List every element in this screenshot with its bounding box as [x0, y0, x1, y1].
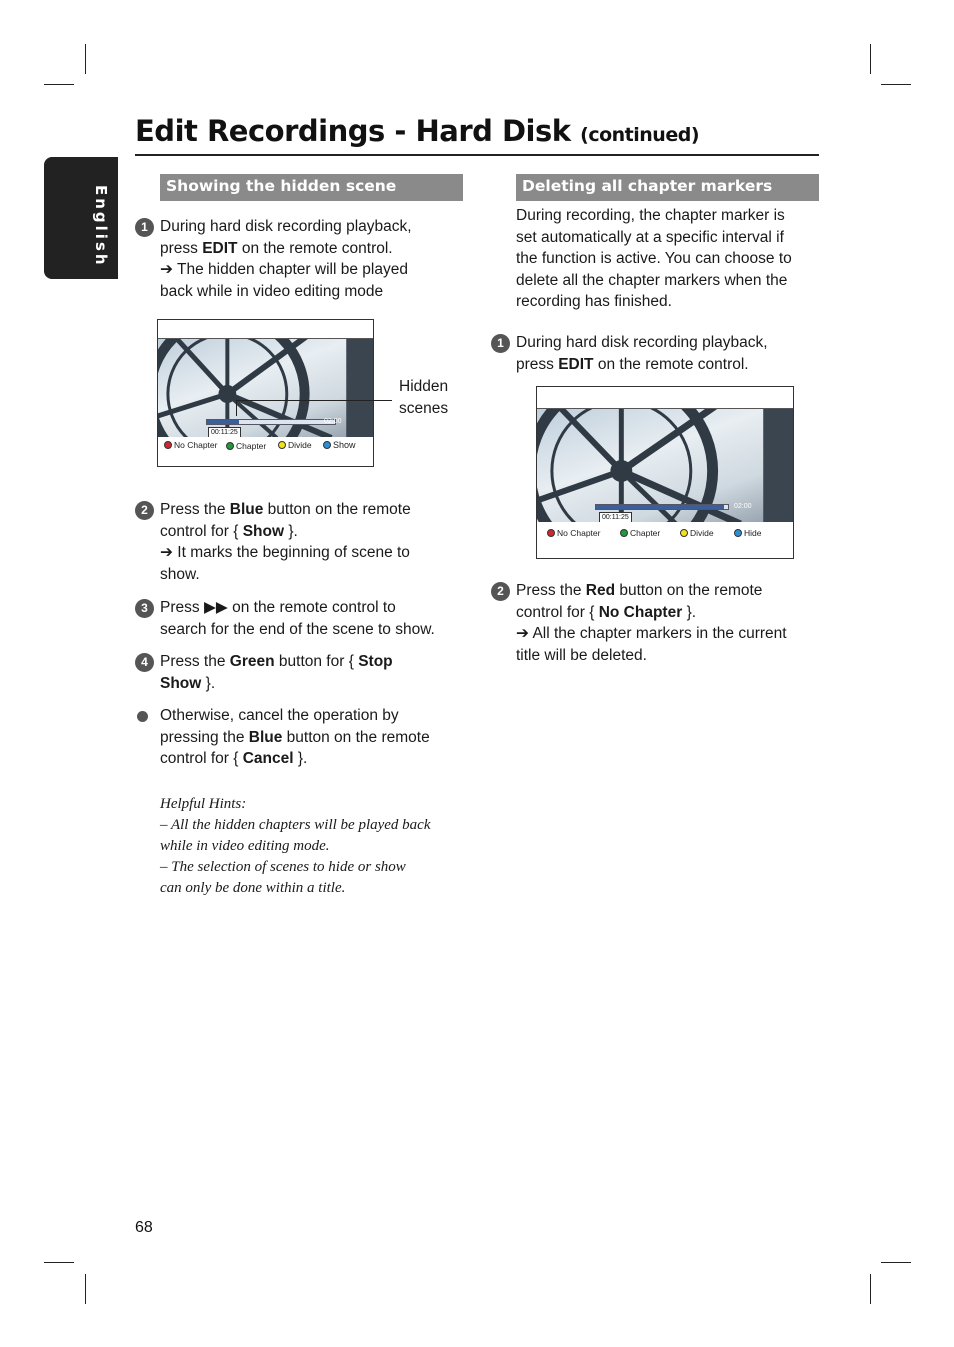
crop-mark	[881, 84, 911, 85]
crop-mark	[85, 44, 86, 74]
left-step1-line1: During hard disk recording playback,	[160, 218, 412, 235]
left-step1-line2: press EDIT on the remote control.	[160, 239, 393, 257]
left-step1-text	[160, 216, 470, 302]
crop-mark	[881, 1262, 911, 1263]
legend-red: No Chapter	[164, 440, 217, 450]
progress-bar	[206, 419, 336, 425]
button-legend	[158, 437, 373, 466]
page-number: 68	[135, 1219, 153, 1236]
bullet-dot	[137, 711, 148, 722]
language-tab	[44, 157, 118, 279]
legend-blue: Show	[323, 440, 356, 450]
callout-line-drop	[236, 400, 237, 416]
hint-2: – The selection of scenes to hide or show	[160, 859, 406, 875]
osd-screenshot-show	[157, 319, 374, 467]
hint-1-cont: while in video editing mode.	[160, 838, 330, 854]
step-number-4: 4	[135, 653, 154, 672]
right-step-number-1: 1	[491, 334, 510, 353]
page-title-text: Edit Recordings - Hard Disk	[135, 114, 571, 148]
crop-mark	[44, 1262, 74, 1263]
crop-mark	[870, 1274, 871, 1304]
left-step4-text: Press the Green button for { Stop Show }.	[160, 653, 393, 692]
legend-blue: Hide	[734, 528, 761, 538]
current-time: 00:11:25	[599, 512, 632, 523]
legend-yellow: Divide	[680, 528, 714, 538]
fast-forward-icon: ▶▶	[203, 599, 228, 616]
hints-title: Helpful Hints:	[160, 796, 247, 812]
right-step-number-2: 2	[491, 582, 510, 601]
left-step1-result-cont: back while in video editing mode	[160, 282, 384, 300]
button-legend	[537, 522, 793, 558]
title-rule	[135, 154, 819, 156]
crop-mark	[85, 1274, 86, 1304]
progress-bar	[595, 504, 729, 510]
legend-green: Chapter	[620, 528, 660, 538]
section-heading-delete-markers: Deleting all chapter markers	[516, 174, 819, 201]
legend-yellow: Divide	[278, 440, 312, 450]
page-title-suffix: (continued)	[580, 124, 700, 146]
osd-topbar	[158, 320, 373, 339]
crop-mark	[870, 44, 871, 74]
section-heading-show-hidden: Showing the hidden scene	[160, 174, 463, 201]
progress-fill	[596, 505, 724, 509]
callout-label	[399, 376, 448, 419]
current-time: 00:11:25	[208, 427, 241, 438]
legend-green: Chapter	[226, 441, 266, 451]
step-number-1: 1	[135, 218, 154, 237]
page-title	[135, 114, 699, 148]
right-step1-text: During hard disk recording playback, press EDIT on the remote control.	[516, 334, 768, 373]
left-step2-text: Press the Blue button on the remote control for { Show }. ➔ It marks the beginning of scene to show.	[160, 501, 411, 583]
callout-line	[236, 400, 392, 401]
helpful-hints	[160, 794, 470, 899]
osd-topbar	[537, 387, 793, 409]
legend-red: No Chapter	[547, 528, 600, 538]
right-intro: During recording, the chapter marker is set automatically at a specific interval if the function is active. You can choose to delete all the chapter markers when the recording has finished.	[516, 207, 792, 310]
callout-label-line1: Hidden	[399, 378, 449, 395]
clock-image	[158, 339, 373, 438]
left-step3-text: Press ▶▶ on the remote control to search for the end of the scene to show.	[160, 599, 435, 638]
hint-2-cont: can only be done within a title.	[160, 880, 346, 896]
osd-screenshot-hide	[536, 386, 794, 559]
left-bullet-text: Otherwise, cancel the operation by pressing the Blue button on the remote control for { Cancel }.	[160, 707, 430, 767]
crop-mark	[44, 84, 74, 85]
progress-fill	[207, 420, 239, 424]
step-number-3: 3	[135, 599, 154, 618]
language-tab-label: English	[92, 185, 110, 268]
end-time: 02:00	[324, 418, 342, 425]
clock-image	[537, 409, 793, 524]
right-step2-text: Press the Red button on the remote control for { No Chapter }. ➔ All the chapter markers in the current title will be deleted.	[516, 582, 787, 664]
left-step1-result: ➔ The hidden chapter will be played	[160, 261, 408, 278]
hint-1: – All the hidden chapters will be played back	[160, 817, 431, 833]
callout-label-line2: scenes	[399, 399, 449, 417]
end-time: 02:00	[734, 503, 752, 510]
step-number-2: 2	[135, 501, 154, 520]
